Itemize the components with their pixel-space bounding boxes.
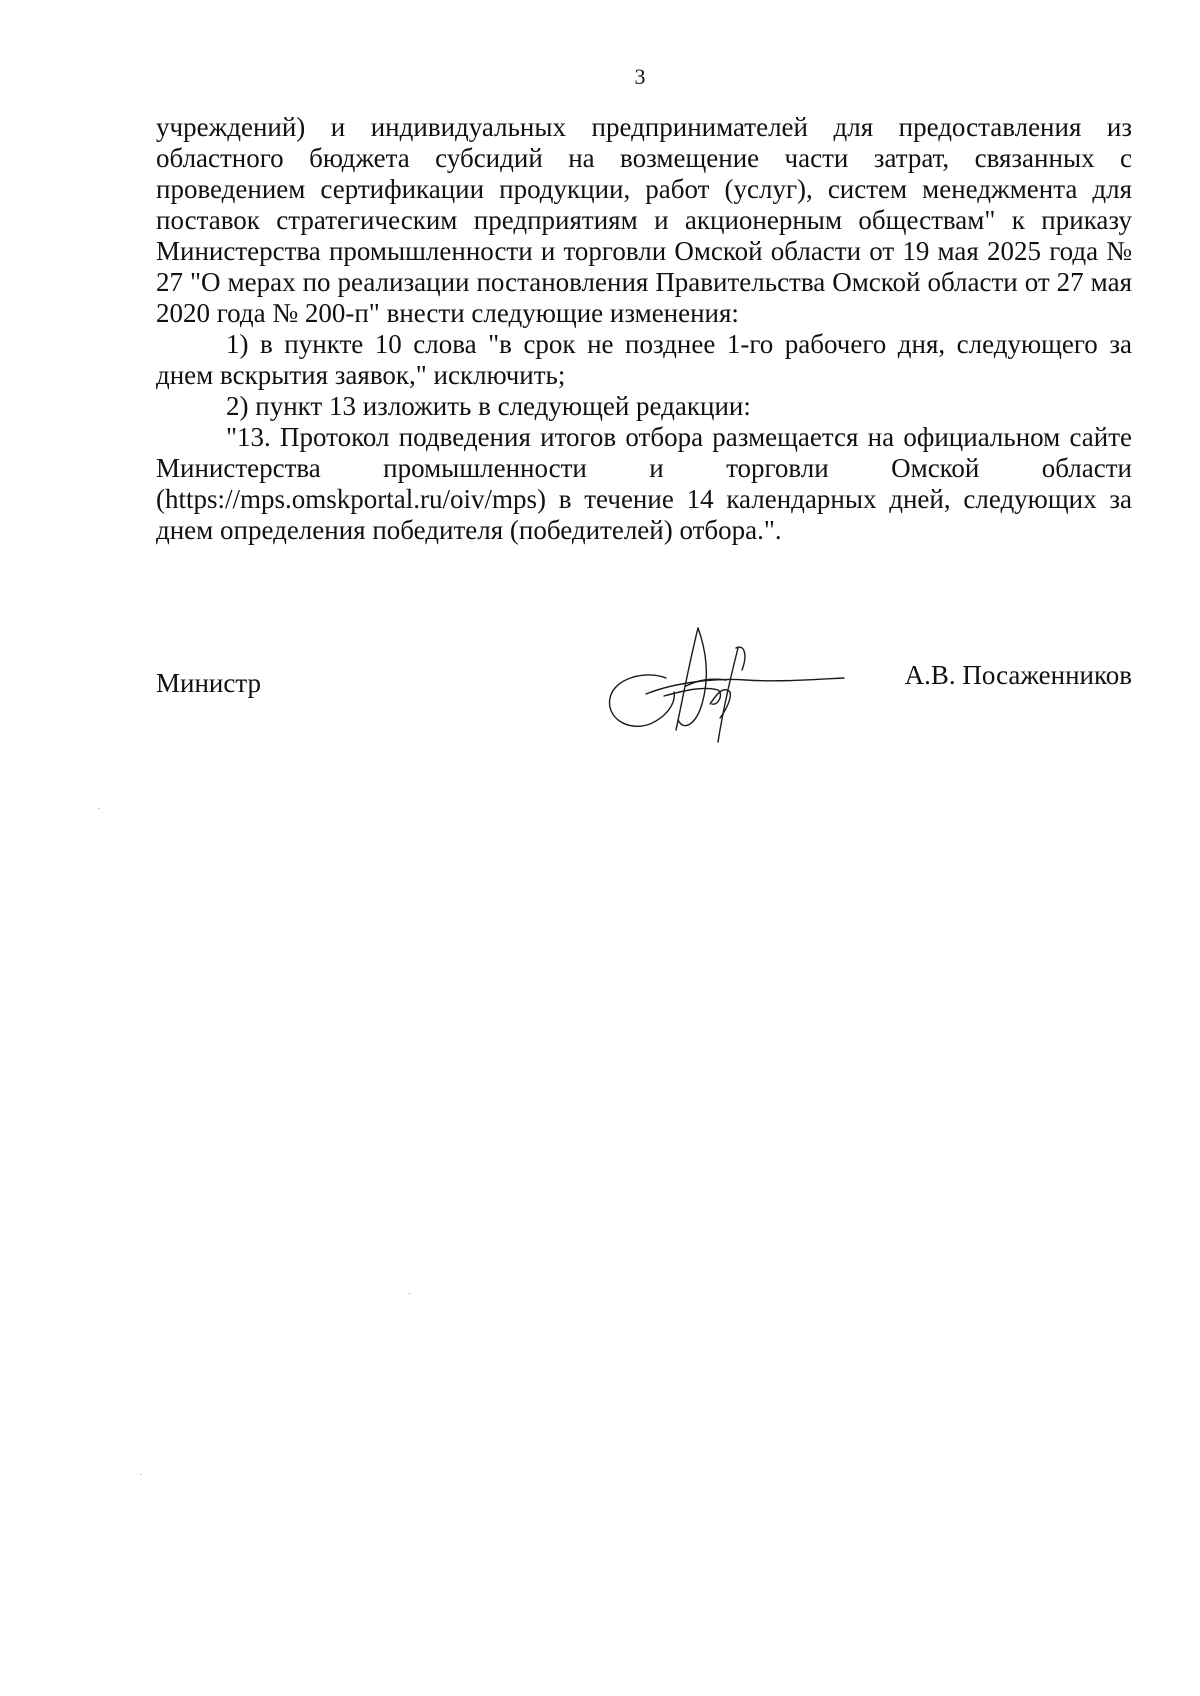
signatory-name: А.В. Посаженников <box>904 660 1132 690</box>
signature-block <box>156 660 1132 780</box>
scan-speck <box>98 808 100 809</box>
page-number: 3 <box>634 64 646 89</box>
document-body <box>156 112 1132 546</box>
amendment-item-2-text: "13. Протокол подведения итогов отбора размещается на официальном сайте Министерства промышленности и торговли Омской области (https://mps.omskportal.ru/oiv/mps) в течение 14 календарных дней, следующих за днем определения победителя (победителей) отбора.". <box>156 422 1132 545</box>
amendment-item-2: 2) пункт 13 изложить в следующей редакции: <box>226 391 751 421</box>
amendment-item-1: 1) в пункте 10 слова "в срок не позднее 1-го рабочего дня, следующего за днем вскрытия заявок," исключить; <box>156 329 1132 390</box>
scan-speck <box>408 1293 411 1294</box>
handwritten-signature <box>606 620 856 750</box>
scan-speck <box>140 1474 142 1475</box>
intro-paragraph: учреждений) и индивидуальных предпринимателей для предоставления из областного бюджета субсидий на возмещение части затрат, связанных с проведением сертификации продукции, работ (услуг), систем менеджмента для поставок стратегическим предприятиям и акционерным обществам" к приказу Министерства промышленности и торговли Омской области от 19 мая 2025 года № 27 "О мерах по реализации постановления Правительства Омской области от 27 мая 2020 года № 200-п" внести следующие изменения: <box>156 112 1132 328</box>
signatory-title: Министр <box>156 668 261 698</box>
